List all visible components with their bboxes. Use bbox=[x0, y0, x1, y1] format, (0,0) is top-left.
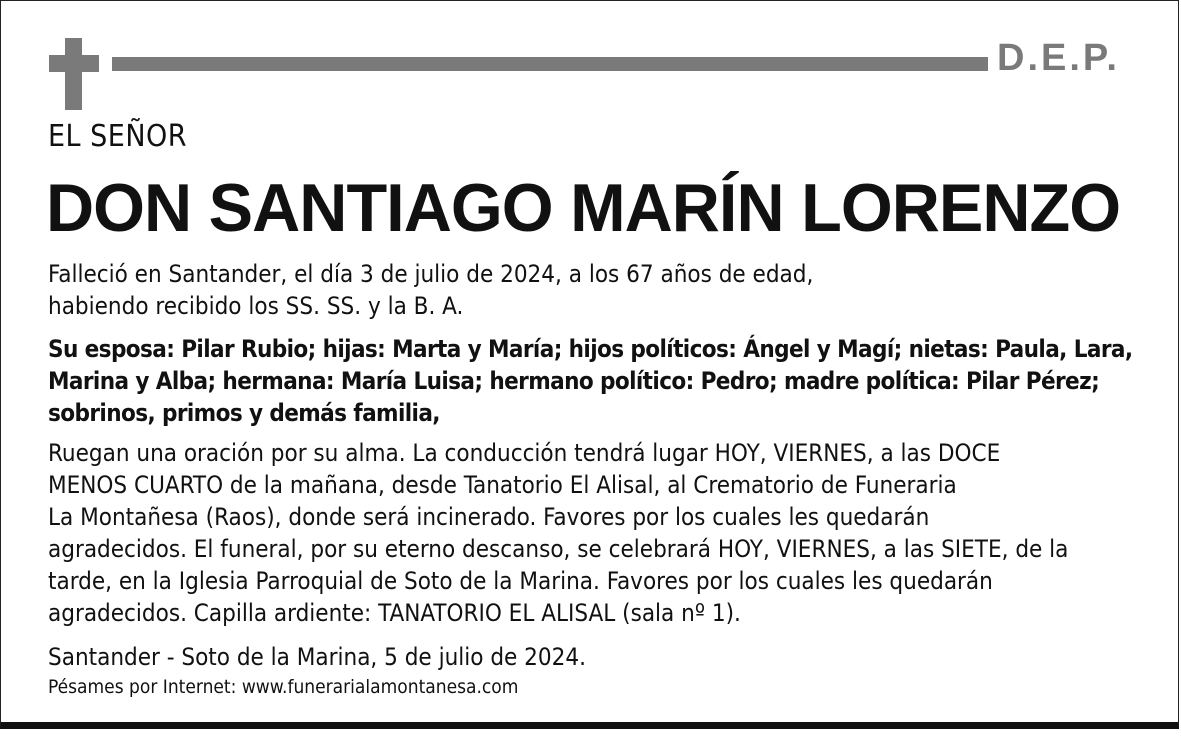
cross-icon bbox=[65, 38, 82, 110]
honorific: EL SEÑOR bbox=[48, 119, 188, 154]
death-notice-line: Falleció en Santander, el día 3 de julio de 2024, a los 67 años de edad, bbox=[48, 260, 814, 288]
dep-label: D.E.P. bbox=[997, 37, 1120, 79]
family-list bbox=[48, 333, 1158, 429]
service-line: tarde, en la Iglesia Parroquial de Soto de la Marina. Favores por los cuales les quedarán bbox=[48, 567, 993, 595]
condolences-link: Pésames por Internet: www.funerarialamontanesa.com bbox=[48, 676, 519, 698]
family-line: Su esposa: Pilar Rubio; hijas: Marta y María; hijos políticos: Ángel y Magí; nietas: Paula, Lara, bbox=[48, 335, 1133, 363]
service-line: agradecidos. Capilla ardiente: TANATORIO EL ALISAL (sala nº 1). bbox=[48, 599, 741, 627]
service-line: MENOS CUARTO de la mañana, desde Tanatorio El Alisal, al Crematorio de Funeraria bbox=[48, 471, 957, 499]
header-rule bbox=[112, 57, 988, 71]
service-line: La Montañesa (Raos), donde será incinerado. Favores por los cuales les quedarán bbox=[48, 503, 930, 531]
death-notice bbox=[48, 258, 1148, 322]
place-date: Santander - Soto de la Marina, 5 de julio de 2024. bbox=[48, 643, 586, 671]
service-line: agradecidos. El funeral, por su eterno descanso, se celebrará HOY, VIERNES, a las SIETE, de la bbox=[48, 535, 1069, 563]
service-line: Ruegan una oración por su alma. La conducción tendrá lugar HOY, VIERNES, a las DOCE bbox=[48, 439, 1001, 467]
cross-icon-bar bbox=[49, 55, 99, 72]
service-details bbox=[48, 437, 1148, 629]
family-line: Marina y Alba; hermana: María Luisa; hermano político: Pedro; madre política: Pilar Pérez; bbox=[48, 367, 1100, 395]
death-notice-line: habiendo recibido los SS. SS. y la B. A. bbox=[48, 292, 464, 320]
family-line: sobrinos, primos y demás familia, bbox=[48, 399, 440, 427]
deceased-name: DON SANTIAGO MARÍN LORENZO bbox=[46, 170, 1121, 246]
